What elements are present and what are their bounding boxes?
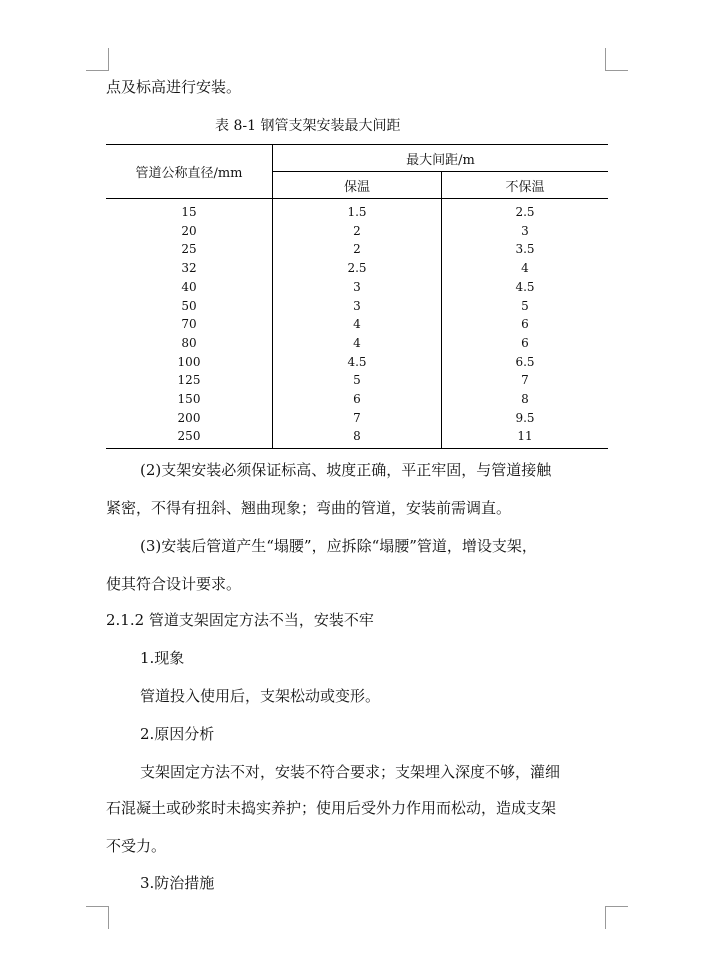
- section-heading: 2.1.2 管道支架固定方法不当，安装不牢: [106, 611, 374, 629]
- table-cell: 2: [273, 240, 442, 259]
- table-cell: 4.5: [273, 353, 442, 372]
- table-cell: 7: [442, 371, 609, 390]
- table-cell: 6: [442, 334, 609, 353]
- table-cell: 80: [181, 335, 197, 350]
- table-cell: 15: [181, 205, 197, 219]
- table-row: [106, 334, 608, 353]
- table-cell: 200: [177, 410, 201, 425]
- paragraph-2-line-2: 紧密，不得有扭斜、翘曲现象；弯曲的管道，安装前需调直。: [106, 499, 512, 517]
- table-cell: 32: [181, 261, 197, 276]
- table-cell: 150: [177, 392, 201, 407]
- page-corner-mark-bottom-left: [86, 906, 109, 929]
- table-cell: 8: [273, 427, 442, 448]
- table-cell: 100: [177, 354, 201, 369]
- table-row: [106, 409, 608, 428]
- table-cell: 2: [273, 222, 442, 241]
- table-cell: 3: [273, 278, 442, 297]
- header-non-insulated: 不保温: [442, 172, 609, 199]
- table-row: [106, 259, 608, 278]
- table-cell: 50: [181, 298, 197, 313]
- item-2-title: 2.原因分析: [140, 725, 215, 743]
- table-cell: 1.5: [273, 199, 442, 222]
- table-cell: 4: [442, 259, 609, 278]
- table-row: [106, 199, 608, 222]
- table-body: [106, 199, 608, 449]
- table-cell: 4: [273, 334, 442, 353]
- table-cell: 11: [442, 427, 609, 448]
- table-cell: 2.5: [442, 199, 609, 222]
- table-cell: 3: [442, 222, 609, 241]
- text-line-top: 点及标高进行安装。: [106, 78, 242, 96]
- paragraph-3-line-1: (3)安装后管道产生“塌腰”，应拆除“塌腰”管道，增设支架，: [140, 537, 537, 555]
- header-insulated: 保温: [273, 172, 442, 199]
- paragraph-2-line-1: (2)支架安装必须保证标高、坡度正确，平正牢固，与管道接触: [140, 461, 552, 479]
- table-row: [106, 371, 608, 390]
- table-cell: 4.5: [442, 278, 609, 297]
- table-cell: 3: [273, 297, 442, 316]
- table-cell: 6: [273, 390, 442, 409]
- table-cell: 3.5: [442, 240, 609, 259]
- table-cell: 4: [273, 315, 442, 334]
- item-1-text: 管道投入使用后，支架松动或变形。: [140, 687, 381, 705]
- table-row: [106, 427, 608, 448]
- table-row: [106, 353, 608, 372]
- page-corner-mark-top-left: [86, 48, 109, 71]
- table-row: [106, 240, 608, 259]
- pipe-support-spacing-table: [106, 144, 608, 449]
- item-1-title: 1.现象: [140, 649, 185, 667]
- item-2-line-2: 石混凝土或砂浆时未捣实养护；使用后受外力作用而松动，造成支架: [106, 799, 557, 817]
- table-row: [106, 297, 608, 316]
- table-cell: 6.5: [442, 353, 609, 372]
- table-cell: 7: [273, 409, 442, 428]
- table-cell: 6: [442, 315, 609, 334]
- paragraph-3-line-2: 使其符合设计要求。: [106, 575, 242, 593]
- table-cell: 25: [181, 242, 197, 257]
- table-cell: 5: [442, 297, 609, 316]
- table-title: 表 8-1 钢管支架安装最大间距: [215, 118, 401, 134]
- page-corner-mark-top-right: [605, 48, 628, 71]
- table-cell: 2.5: [273, 259, 442, 278]
- header-max-spacing: 最大间距/m: [273, 145, 609, 172]
- table-cell: 70: [181, 317, 197, 332]
- item-3-title: 3.防治措施: [140, 874, 215, 892]
- item-2-line-3: 不受力。: [106, 837, 167, 855]
- table-cell: 9.5: [442, 409, 609, 428]
- table-row: [106, 315, 608, 334]
- table-cell: 5: [273, 371, 442, 390]
- table-cell: 8: [442, 390, 609, 409]
- table-cell: 20: [181, 223, 197, 238]
- page-corner-mark-bottom-right: [605, 906, 628, 929]
- item-2-line-1: 支架固定方法不对，安装不符合要求；支架埋入深度不够，灌细: [140, 763, 561, 781]
- table-row: [106, 390, 608, 409]
- table-row: [106, 222, 608, 241]
- header-nominal-diameter: 管道公称直径/mm: [106, 145, 273, 199]
- table-cell: 40: [181, 279, 197, 294]
- table-cell: 250: [106, 427, 273, 448]
- table-row: [106, 278, 608, 297]
- table-cell: 125: [177, 373, 201, 388]
